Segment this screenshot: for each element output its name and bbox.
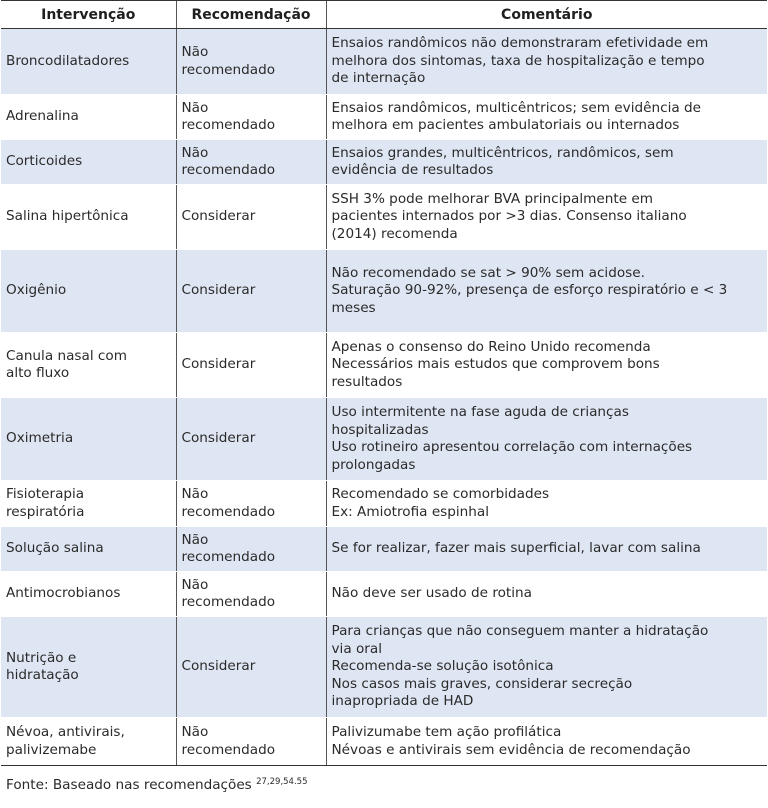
comment-cell-line: Apenas o consenso do Reino Unido recomenda [331,338,651,355]
recommendation-cell-line: recomendado [181,594,276,610]
comment-cell-line: melhora em pacientes ambulatoriais ou internados [331,117,680,133]
comment-cell-line: Ensaios grandes, multicêntricos, randômicos, sem [331,144,674,161]
intervention-cell [1,718,176,766]
comment-cell [326,95,767,140]
recommendation-cell-line: recomendado [181,61,276,78]
intervention-cell [1,398,176,481]
comment-cell-line: Palivizumabe tem ação profilática [331,724,562,740]
comment-cell-line: Nos casos mais graves, considerar secreção [331,675,633,692]
header-comment: Comentário [326,1,767,29]
intervention-cell-line: Névoa, antivirais, [6,724,125,740]
recommendation-cell-line: Não [181,44,209,60]
comment-cell-line: resultados [331,373,403,390]
intervention-cell-line: Broncodilatadores [6,52,130,69]
recommendation-cell [176,29,326,95]
intervention-cell [1,29,176,95]
source-references: 27,29,54.55 [256,777,308,787]
comment-cell [326,398,767,481]
comment-cell-line: Ensaios randômicos, multicêntricos; sem evidência de [331,99,701,116]
recommendation-cell-line: Não [181,724,209,740]
intervention-cell-line: respiratória [6,503,85,520]
recommendation-cell-line: Não [181,486,209,502]
recommendation-cell-line: Considerar [181,658,256,675]
comment-cell [326,481,767,527]
comment-cell-line: prolongadas [331,456,416,473]
table-row [1,398,767,481]
comment-cell-line: pacientes internados por >3 dias. Consenso italiano [331,208,687,225]
recommendations-table [1,0,767,766]
intervention-cell [1,333,176,398]
comment-cell-line: Ex: Amiotrofia espinhal [331,503,490,520]
source-note [6,777,307,793]
comment-cell [326,527,767,572]
comment-cell [326,185,767,250]
comment-cell [326,718,767,766]
comment-cell-line: Não deve ser usado de rotina [331,585,532,602]
table-row [1,185,767,250]
comment-cell-line: Se for realizar, fazer mais superficial, lavar com salina [331,540,701,557]
recommendation-cell [176,95,326,140]
comment-cell [326,140,767,185]
table-row [1,718,767,766]
intervention-cell-line: Oxigênio [6,282,67,299]
recommendation-cell-line: Considerar [181,430,256,447]
recommendation-cell-line: recomendado [181,117,276,133]
recommendation-cell-line: Não [181,576,209,593]
intervention-cell-line: Fisioterapia [6,486,85,502]
comment-cell-line: Recomendado se comorbidades [331,486,550,502]
intervention-cell-line: Oximetria [6,430,74,447]
comment-cell-line: Uso intermitente na fase aguda de crianças [331,404,629,420]
table-row [1,572,767,617]
recommendation-cell-line: Considerar [181,208,256,225]
comment-cell-line: meses [331,299,376,316]
intervention-cell-line: hidratação [6,667,79,683]
comment-cell [326,29,767,95]
recommendation-cell [176,250,326,333]
source-text: Fonte: Baseado nas recomendações [6,777,252,793]
intervention-cell-line: Solução salina [6,540,104,557]
header-recommendation: Recomendação [176,1,326,29]
intervention-cell-line: Adrenalina [6,108,79,125]
recommendation-cell [176,481,326,527]
comment-cell [326,617,767,718]
comment-cell-line: inapropriada de HAD [331,693,474,710]
header-intervention: Intervenção [1,1,176,29]
recommendation-cell [176,572,326,617]
table-header [1,1,767,29]
intervention-cell [1,527,176,572]
table-row [1,481,767,527]
recommendation-cell [176,617,326,718]
comment-cell-line: SSH 3% pode melhorar BVA principalmente em [331,190,653,207]
comment-cell [326,572,767,617]
recommendation-cell-line: Considerar [181,356,256,373]
recommendation-cell-line: Não [181,531,209,548]
table-row [1,250,767,333]
comment-cell [326,250,767,333]
intervention-cell-line: Canula nasal com [6,347,127,364]
intervention-cell-line: Salina hipertônica [6,208,129,225]
intervention-cell [1,185,176,250]
intervention-cell [1,95,176,140]
comment-cell-line: hospitalizadas [331,421,429,438]
comment-cell-line: Saturação 90-92%, presença de esforço respiratório e < 3 [331,282,728,299]
recommendation-cell-line: Não [181,144,209,161]
table-row [1,617,767,718]
recommendation-cell-line: Não [181,99,209,116]
intervention-cell [1,617,176,718]
recommendation-cell [176,185,326,250]
comment-cell-line: Recomenda-se solução isotônica [331,658,554,675]
comment-cell-line: melhora dos sintomas, taxa de hospitalização e tempo [331,52,705,69]
comment-cell-line: Não recomendado se sat > 90% sem acidose. [331,264,645,281]
intervention-cell-line: Corticoides [6,153,83,170]
recommendation-cell [176,333,326,398]
table-row [1,527,767,572]
intervention-cell [1,140,176,185]
recommendation-cell [176,718,326,766]
recommendation-cell [176,140,326,185]
recommendation-cell [176,398,326,481]
recommendation-cell-line: recomendado [181,741,276,758]
comment-cell-line: Para crianças que não conseguem manter a hidratação [331,623,709,640]
intervention-cell-line: palivizemabe [6,741,97,758]
table-row [1,140,767,185]
comment-cell-line: (2014) recomenda [331,225,458,242]
comment-cell-line: de internação [331,70,426,87]
intervention-cell-line: Antimocrobianos [6,585,121,602]
comment-cell-line: via oral [331,640,382,657]
intervention-cell [1,572,176,617]
intervention-cell-line: Nutrição e [6,649,77,666]
intervention-cell [1,250,176,333]
recommendation-cell-line: recomendado [181,162,276,178]
recommendation-cell-line: recomendado [181,503,276,520]
comment-cell-line: Névoas e antivirais sem evidência de recomendação [331,741,691,758]
recommendation-cell-line: recomendado [181,549,276,565]
recommendation-cell [176,527,326,572]
comment-cell [326,333,767,398]
comment-cell-line: Uso rotineiro apresentou correlação com internações [331,439,693,455]
table-row [1,29,767,95]
comment-cell-line: Ensaios randômicos não demonstraram efetividade em [331,35,709,52]
comment-cell-line: Necessários mais estudos que comprovem bons [331,356,660,373]
table-row [1,333,767,398]
recommendation-cell-line: Considerar [181,282,256,299]
comment-cell-line: evidência de resultados [331,162,494,178]
table-body [1,29,767,766]
table-row [1,95,767,140]
intervention-cell [1,481,176,527]
intervention-cell-line: alto fluxo [6,365,70,381]
